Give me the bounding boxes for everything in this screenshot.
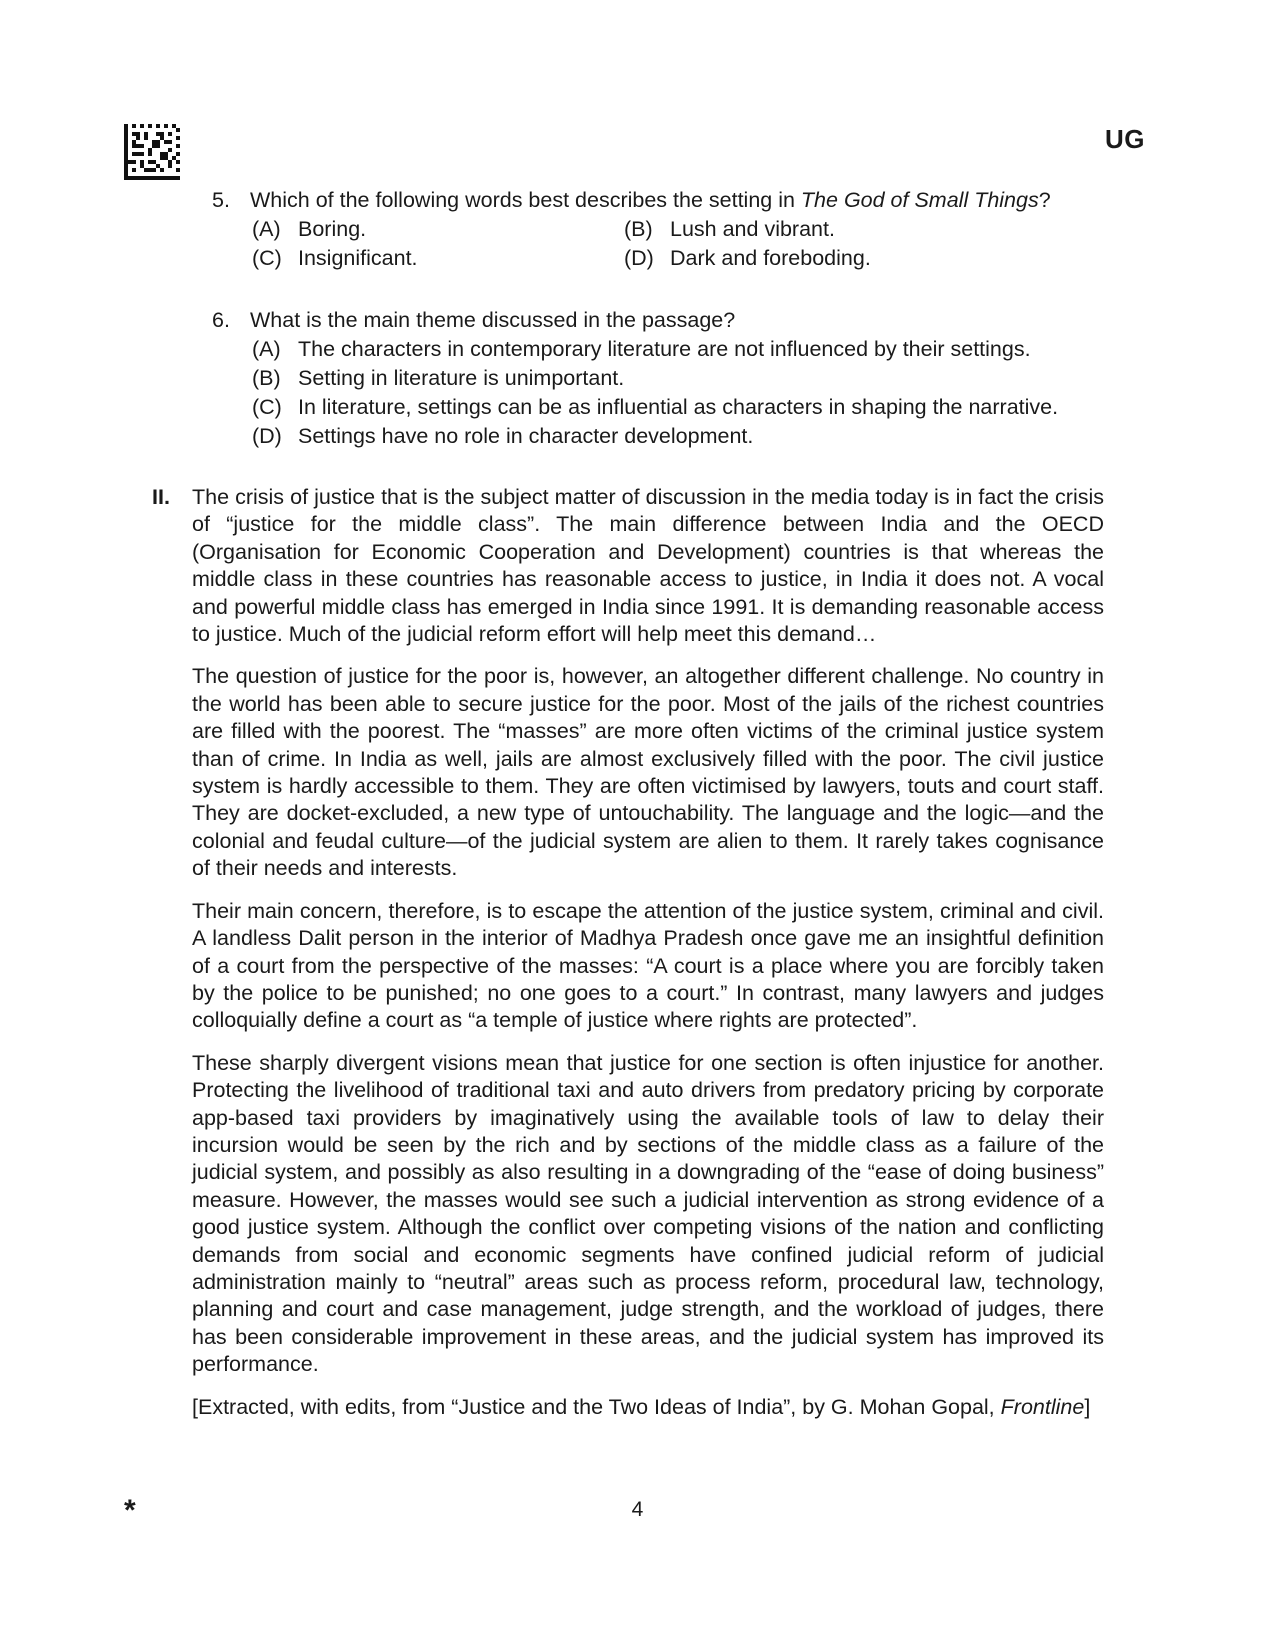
option-b — [624, 215, 1014, 244]
option-key: (C) — [252, 395, 282, 419]
option-key: (D) — [624, 246, 654, 270]
option-text: Settings have no role in character development. — [298, 424, 754, 448]
source-text: [Extracted, with edits, from “Justice and the Two Ideas of India”, by G. Mohan Gopal, — [192, 1394, 995, 1419]
option-key: (B) — [252, 366, 281, 390]
passage-paragraph: The question of justice for the poor is, however, an altogether different challenge. No country in the world has been able to secure justice for the poor. Most of the jails of the richest countries are filled with the poorest. The “masses” are more often victims of the criminal justice system than of crime. In India as well, jails are almost exclusively filled with the poor. The civil justice system is hardly accessible to them. They are often victimised by lawyers, touts and court staff. They are docket-excluded, a new type of untouchability. The language and the logic—and the colonial and feudal culture—of the judicial system are alien to them. It rarely takes cognisance of their needs and interests. — [192, 664, 1104, 881]
stem-prefix: Which of the following words best describes the setting in — [250, 188, 801, 212]
option-text: Boring. — [298, 217, 367, 241]
option-a — [252, 215, 624, 244]
options-row — [212, 215, 1051, 244]
option-key: (A) — [252, 217, 281, 241]
option-key: (B) — [624, 217, 653, 241]
passage-source — [152, 1394, 1104, 1421]
options-row — [212, 244, 1051, 273]
asterisk-marker: * — [124, 1494, 136, 1527]
option-text: Setting in literature is unimportant. — [298, 366, 625, 390]
paper-code: UG — [1105, 124, 1145, 154]
question-text: What is the main theme discussed in the passage? — [250, 308, 736, 332]
option-text: Insignificant. — [298, 246, 418, 270]
option-c — [212, 393, 1058, 422]
option-key: (A) — [252, 337, 281, 361]
option-text: The characters in contemporary literature are not influenced by their settings. — [298, 337, 1031, 361]
option-key: (C) — [252, 246, 282, 270]
option-text: Lush and vibrant. — [670, 217, 835, 241]
source-bracket: ] — [1084, 1394, 1091, 1419]
question-number: 6. — [212, 308, 230, 332]
passage-ii — [152, 484, 1104, 1421]
option-d — [624, 244, 1014, 273]
question-5 — [212, 186, 1051, 273]
passage-paragraph: Their main concern, therefore, is to escape the attention of the justice system, criminal and civil. A landless Dalit person in the interior of Madhya Pradesh once gave me an insightful definition of a court from the perspective of the masses: “A court is a place where you are forcibly taken by the police to be punished; no one goes to a court.” In contrast, many lawyers and judges colloquially define a court as “a temple of justice where rights are protected”. — [192, 898, 1104, 1033]
passage-label: II. — [152, 485, 170, 509]
question-number: 5. — [212, 188, 230, 212]
option-key: (D) — [252, 424, 282, 448]
passage-paragraph: The crisis of justice that is the subject matter of discussion in the media today is in fact the crisis of “justice for the middle class”. The main difference between India and the OECD (Organisation for Economic Cooperation and Development) countries is that whereas the middle class in these countries has reasonable access to justice, in India it does not. A vocal and powerful middle class has emerged in India since 1991. It is demanding reasonable access to justice. Much of the judicial reform effort will help meet this demand… — [192, 485, 1104, 647]
question-stem — [212, 186, 1051, 215]
question-stem — [212, 306, 1058, 335]
passage-paragraph: These sharply divergent visions mean that justice for one section is often injustice for another. Protecting the livelihood of traditional taxi and auto drivers from predatory pricing by corporate app-based taxi providers by imaginatively using the available tools of law to delay their incursion would be seen by the rich and by sections of the middle class as a failure of the judicial system, and possibly as also resulting in a downgrading of the “ease of doing business” measure. However, the masses would see such a judicial intervention as strong evidence of a good justice system. Although the conflict over competing visions of the nation and conflicting demands from social and economic segments have confined judicial reform of judicial administration mainly to “neutral” areas such as process reform, procedural law, technology, planning and court and case management, judge strength, and the workload of judges, there has been considerable improvement in these areas, and the judicial system has improved its performance. — [192, 1050, 1104, 1377]
option-text: In literature, settings can be as influential as characters in shaping the narrative. — [298, 395, 1059, 419]
option-d — [212, 422, 1058, 451]
source-publication: Frontline — [1000, 1394, 1085, 1419]
option-text: Dark and foreboding. — [670, 246, 871, 270]
option-a — [212, 335, 1058, 364]
qr-code-icon — [124, 124, 180, 180]
option-b — [212, 364, 1058, 393]
option-c — [252, 244, 624, 273]
page-number: 4 — [631, 1498, 644, 1521]
passage-head — [152, 484, 1104, 648]
book-title: The God of Small Things — [800, 188, 1039, 212]
stem-suffix: ? — [1038, 188, 1051, 212]
question-text — [250, 186, 1051, 215]
question-6 — [212, 306, 1058, 451]
